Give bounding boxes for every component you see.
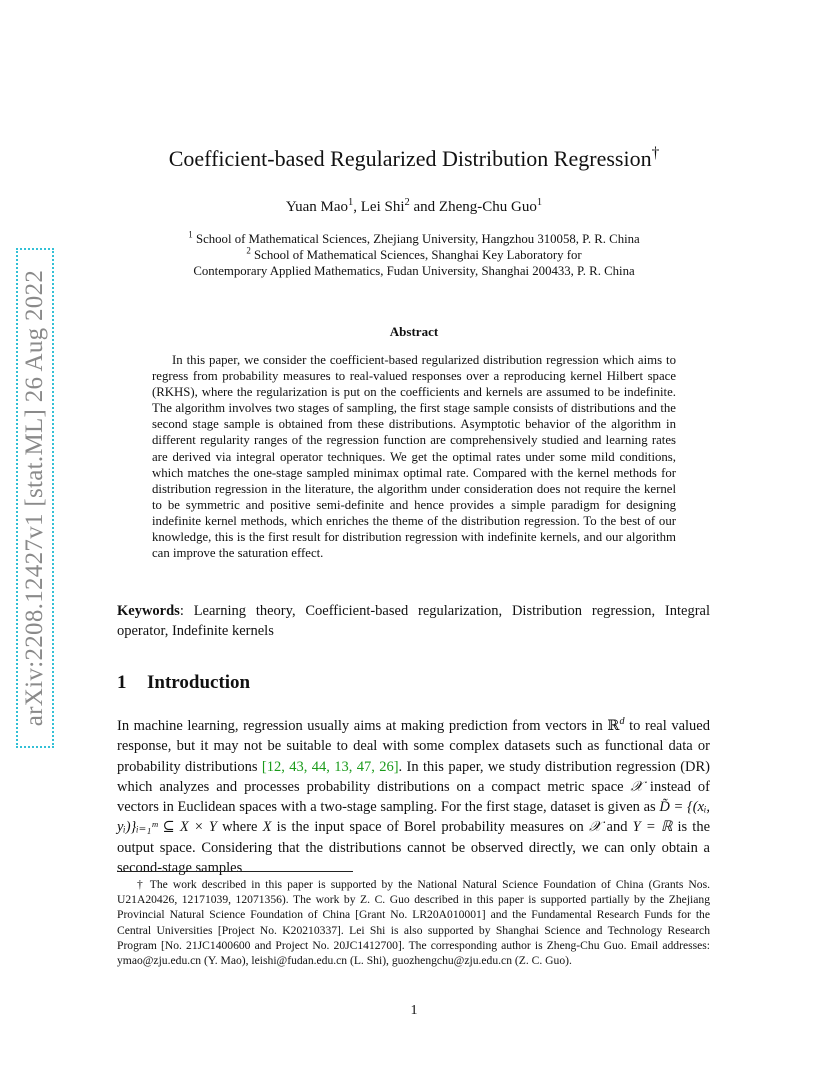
affiliation-2-text-line2: Contemporary Applied Mathematics, Fudan University, Shanghai 200433, P. R. China bbox=[193, 264, 635, 278]
intro-text: In machine learning, regression usually aims at making prediction from vectors in bbox=[117, 718, 608, 734]
author-affiliation-mark: 1 bbox=[536, 197, 543, 208]
footnote-divider bbox=[117, 871, 353, 872]
author-list bbox=[0, 199, 828, 216]
intro-text: instead of vectors in Euclidean spaces with a two-stage sampling. For the first stage, dataset is given as bbox=[117, 778, 710, 816]
abstract-paragraph: In this paper, we consider the coefficient-based regularized distribution regression which aims to regress from probability measures to real-valued responses over a reproducing kernel Hilbert space (RKHS), where the regularization is put on the coefficients and kernels are assumed to be indefinite. The algorithm involves two stages of sampling, the first stage sample consists of distributions and the second stage sample is obtained from these distributions. Asymptotic behavior of the algorithm in different regularity ranges of the regression function are comprehensively studied and learning rates are derived via integral operator techniques. We get the optimal rates under some mild conditions, which matches the one-stage sampled minimax optimal rate. Compared with the kernel methods for distribution regression in the literature, the algorithm under consideration does not require the kernel to be symmetric and positive semi-definite and hence provides a simple paradigm for designing indefinite kernel methods, which enriches the theme of the distribution regression. To the best of our knowledge, this is the first result for distribution regression with indefinite kernels, and our algorithm can improve the saturation effect. bbox=[152, 353, 676, 561]
author-separator: and bbox=[409, 199, 439, 215]
arxiv-identifier-text: arXiv:2208.12427v1 [stat.ML] 26 Aug 2022 bbox=[21, 269, 48, 727]
intro-text: is the output space. Considering that the distributions cannot be observed directly, we can only obtain a second-stage samples bbox=[117, 819, 711, 877]
affiliation-2-line2 bbox=[0, 264, 828, 279]
page-number: 1 bbox=[410, 1003, 418, 1018]
math-metric-space: 𝒳 bbox=[630, 778, 643, 795]
author-name: Lei Shi bbox=[360, 199, 405, 215]
title-footnote-mark: † bbox=[651, 144, 660, 162]
math-output-space: Y = ℝ bbox=[632, 819, 673, 836]
affiliation-2 bbox=[0, 245, 828, 263]
introduction-body bbox=[117, 716, 710, 878]
author-name: Yuan Mao bbox=[285, 199, 348, 215]
author-separator: , bbox=[353, 199, 361, 215]
math-metric-space: 𝒳 bbox=[588, 819, 602, 836]
abstract-body bbox=[152, 352, 676, 561]
abstract-heading: Abstract bbox=[389, 324, 439, 339]
author-affiliation-mark: 2 bbox=[404, 197, 410, 208]
footnote-text: † The work described in this paper is supported by the National Natural Science Foundation of China (Grants Nos. U21A20426, 12171039, 12071356). The work by Z. C. Guo described in this paper is supported partially by the Zhejiang Provincial Natural Science Foundation of China [Grant No. LR20A010001] and the Fundamental Research Funds for the Central Universities [Project No. K20210337]. Lei Shi is also supported by Shanghai Science and Technology Research Program [No. 21JC1400600 and Project No. 20JC1412700]. The corresponding author is Zheng-Chu Guo. Email addresses: ymao@zju.edu.cn (Y. Mao), leishi@fudan.edu.cn (L. Shi), guozhengchu@zju.edu.cn (Z. C. Guo). bbox=[117, 878, 710, 968]
citation-links[interactable]: [12, 43, 44, 13, 47, 26] bbox=[261, 758, 399, 775]
paper-title bbox=[0, 146, 828, 172]
affiliation-2-mark: 2 bbox=[246, 245, 251, 256]
math-reals: ℝ bbox=[607, 718, 620, 734]
math-input-space: X bbox=[262, 819, 272, 836]
affiliation-1-mark: 1 bbox=[188, 229, 193, 240]
intro-text: and bbox=[601, 819, 633, 836]
intro-text: where bbox=[216, 819, 263, 836]
affiliation-2-text-line1: School of Mathematical Sciences, Shanghai Key Laboratory for bbox=[254, 248, 582, 262]
author-name: Zheng-Chu Guo bbox=[438, 199, 537, 215]
intro-text: . In this paper, we study distribution regression (DR) which analyzes and processes probability distributions on a compact metric space bbox=[117, 758, 711, 795]
affiliation-1 bbox=[0, 229, 828, 247]
section-heading bbox=[117, 672, 250, 694]
arxiv-identifier-stamp[interactable] bbox=[16, 248, 54, 748]
section-number: 1 bbox=[117, 672, 127, 693]
intro-text: is the input space of Borel probability measures on bbox=[271, 819, 589, 836]
author-affiliation-mark: 1 bbox=[348, 197, 354, 208]
math-dimension: d bbox=[619, 716, 625, 728]
introduction-paragraph bbox=[117, 716, 710, 878]
math-dataset: D̃ = {(xᵢ, yᵢ)}ᵢ₌₁ᵐ ⊆ X × Y bbox=[117, 799, 710, 836]
footnote bbox=[117, 877, 710, 968]
keywords bbox=[117, 601, 710, 641]
section-title: Introduction bbox=[147, 672, 251, 693]
keywords-text: : Learning theory, Coefficient-based regularization, Distribution regression, Integral operator, Indefinite kernels bbox=[117, 603, 710, 639]
paper-title-text: Coefficient-based Regularized Distribution Regression bbox=[168, 146, 652, 171]
affiliation-1-text: School of Mathematical Sciences, Zhejiang University, Hangzhou 310058, P. R. China bbox=[195, 232, 640, 246]
intro-text: to real valued response, but it may not be suitable to deal with some complex datasets such as functional data or probability distributions bbox=[117, 718, 710, 775]
keywords-label: Keywords bbox=[117, 603, 180, 619]
